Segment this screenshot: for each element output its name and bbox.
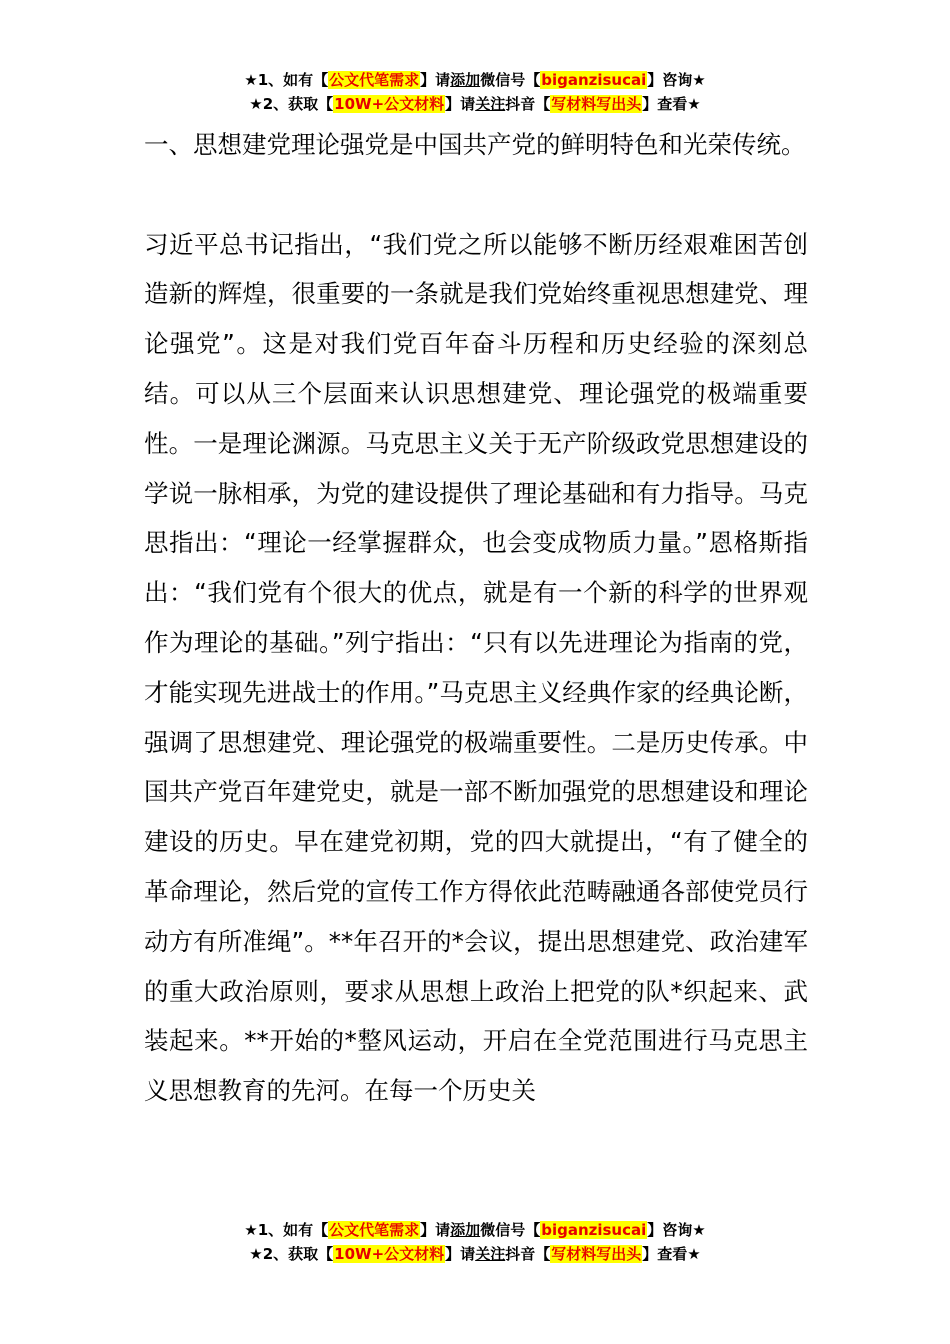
ad-text: 】查看 [642, 1245, 688, 1263]
ad-underline: 添加 [450, 1221, 481, 1239]
ad-highlight-wechat: biganzisucai [541, 1221, 647, 1239]
ad-text: 】查看 [642, 95, 688, 113]
ad-highlight: 公文代笔需求 [329, 1221, 420, 1239]
ad-text: 微信号【 [480, 1221, 541, 1239]
star-icon: ★ [692, 71, 706, 89]
ad-line-2 [0, 1242, 950, 1266]
ad-highlight-wechat: biganzisucai [541, 71, 647, 89]
ad-banner-bottom [0, 1218, 950, 1266]
ad-text: 】请 [420, 71, 451, 89]
document-body [144, 120, 808, 1116]
ad-text: 】咨询 [647, 71, 693, 89]
star-icon: ★ [244, 71, 258, 89]
ad-text: 微信号【 [480, 71, 541, 89]
ad-text: 】请 [445, 1245, 476, 1263]
ad-highlight: 10W+公文材料 [334, 95, 445, 113]
ad-line-1 [0, 1218, 950, 1242]
ad-text: 2、获取【 [262, 95, 334, 113]
ad-highlight: 10W+公文材料 [334, 1245, 445, 1263]
ad-banner-top [0, 68, 950, 116]
ad-highlight-douyin: 写材料写出头 [551, 95, 642, 113]
ad-underline: 关注 [475, 95, 506, 113]
body-paragraph: 习近平总书记指出，“我们党之所以能够不断历经艰难困苦创造新的辉煌，很重要的一条就是我们党始终重视思想建党、理论强党”。这是对我们党百年奋斗历程和历史经验的深刻总结。可以从三个层面来认识思想建党、理论强党的极端重要性。一是理论渊源。马克思主义关于无产阶级政党思想建设的学说一脉相承，为党的建设提供了理论基础和有力指导。马克思指出：“理论一经掌握群众，也会变成物质力量。”恩格斯指出：“我们党有个很大的优点，就是有一个新的科学的世界观作为理论的基础。”列宁指出：“只有以先进理论为指南的党，才能实现先进战士的作用。”马克思主义经典作家的经典论断，强调了思想建党、理论强党的极端重要性。二是历史传承。中国共产党百年建党史，就是一部不断加强党的思想建设和理论建设的历史。早在建党初期，党的四大就提出，“有了健全的革命理论，然后党的宣传工作方得依此范畴融通各部使党员行动方有所准绳”。**年召开的*会议，提出思想建党、政治建军的重大政治原则，要求从思想上政治上把党的队*织起来、武装起来。**开始的*整风运动，开启在全党范围进行马克思主义思想教育的先河。在每一个历史关 [144, 229, 808, 1106]
star-icon: ★ [687, 1245, 701, 1263]
star-icon: ★ [244, 1221, 258, 1239]
section-heading: 一、思想建党理论强党是中国共产党的鲜明特色和光荣传统。 [144, 130, 806, 159]
star-icon: ★ [249, 95, 263, 113]
ad-line-2 [0, 92, 950, 116]
ad-text: 】请 [445, 95, 476, 113]
star-icon: ★ [692, 1221, 706, 1239]
ad-highlight-douyin: 写材料写出头 [551, 1245, 642, 1263]
ad-text: 1、如有【 [257, 1221, 329, 1239]
ad-text: 】请 [420, 1221, 451, 1239]
ad-line-1 [0, 68, 950, 92]
ad-text: 】咨询 [647, 1221, 693, 1239]
star-icon: ★ [249, 1245, 263, 1263]
ad-underline: 添加 [450, 71, 481, 89]
ad-text: 抖音【 [505, 1245, 551, 1263]
ad-text: 抖音【 [505, 95, 551, 113]
ad-highlight: 公文代笔需求 [329, 71, 420, 89]
ad-text: 1、如有【 [257, 71, 329, 89]
ad-text: 2、获取【 [262, 1245, 334, 1263]
star-icon: ★ [687, 95, 701, 113]
ad-underline: 关注 [475, 1245, 506, 1263]
